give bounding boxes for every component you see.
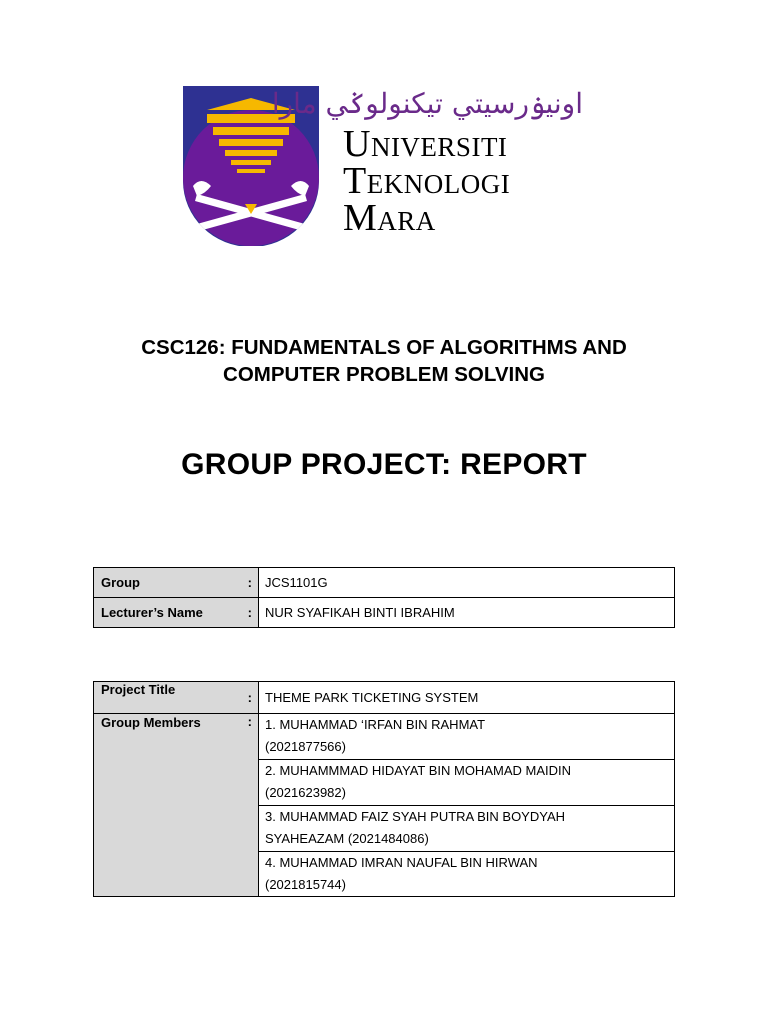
lecturer-label: Lecturer’s Name (101, 605, 203, 620)
member-name: 4. MUHAMMAD IMRAN NAUFAL BIN HIRWAN (265, 855, 538, 870)
project-title-value: THEME PARK TICKETING SYSTEM (259, 682, 675, 714)
project-title-label-cell (94, 682, 259, 714)
lecturer-value: NUR SYAFIKAH BINTI IBRAHIM (259, 598, 675, 628)
group-members-label: Group Members (101, 715, 201, 730)
project-title-label: Project Title (101, 682, 176, 697)
member-cell (259, 760, 675, 806)
university-name-line3: Mara (343, 197, 436, 239)
group-value: JCS1101G (259, 568, 675, 598)
group-label: Group (101, 575, 140, 590)
university-name-line1: Universiti (343, 123, 508, 165)
member-name: 2. MUHAMMMAD HIDAYAT BIN MOHAMAD MAIDIN (265, 763, 571, 778)
member-name: 3. MUHAMMAD FAIZ SYAH PUTRA BIN BOYDYAH (265, 809, 566, 824)
member-id: SYAHEAZAM (2021484086) (265, 831, 429, 846)
jawi-script-title: اونيۏرسيتي تيكنولوݢي مارا (271, 87, 583, 120)
colon: : (247, 714, 252, 729)
member-id: (2021815744) (265, 877, 346, 892)
colon: : (247, 690, 252, 705)
project-info-table (93, 681, 675, 897)
member-cell (259, 714, 675, 760)
table-row (94, 682, 675, 714)
member-cell (259, 852, 675, 897)
member-cell (259, 806, 675, 852)
university-logo (183, 84, 593, 249)
colon: : (247, 575, 252, 590)
group-label-cell (94, 568, 259, 598)
document-title: GROUP PROJECT: REPORT (181, 448, 587, 481)
course-title-line2: COMPUTER PROBLEM SOLVING (223, 363, 545, 386)
member-name: 1. MUHAMMAD ‘IRFAN BIN RAHMAT (265, 717, 486, 732)
colon: : (247, 605, 252, 620)
university-name (343, 123, 511, 239)
member-id: (2021623982) (265, 785, 346, 800)
table-row (94, 598, 675, 628)
course-title (0, 334, 768, 388)
member-id: (2021877566) (265, 739, 346, 754)
university-name-line2: Teknologi (343, 160, 511, 202)
group-info-table (93, 567, 675, 628)
table-row (94, 714, 675, 760)
table-row (94, 568, 675, 598)
course-title-line1: CSC126: FUNDAMENTALS OF ALGORITHMS AND (141, 336, 627, 359)
group-members-label-cell (94, 714, 259, 897)
lecturer-label-cell (94, 598, 259, 628)
